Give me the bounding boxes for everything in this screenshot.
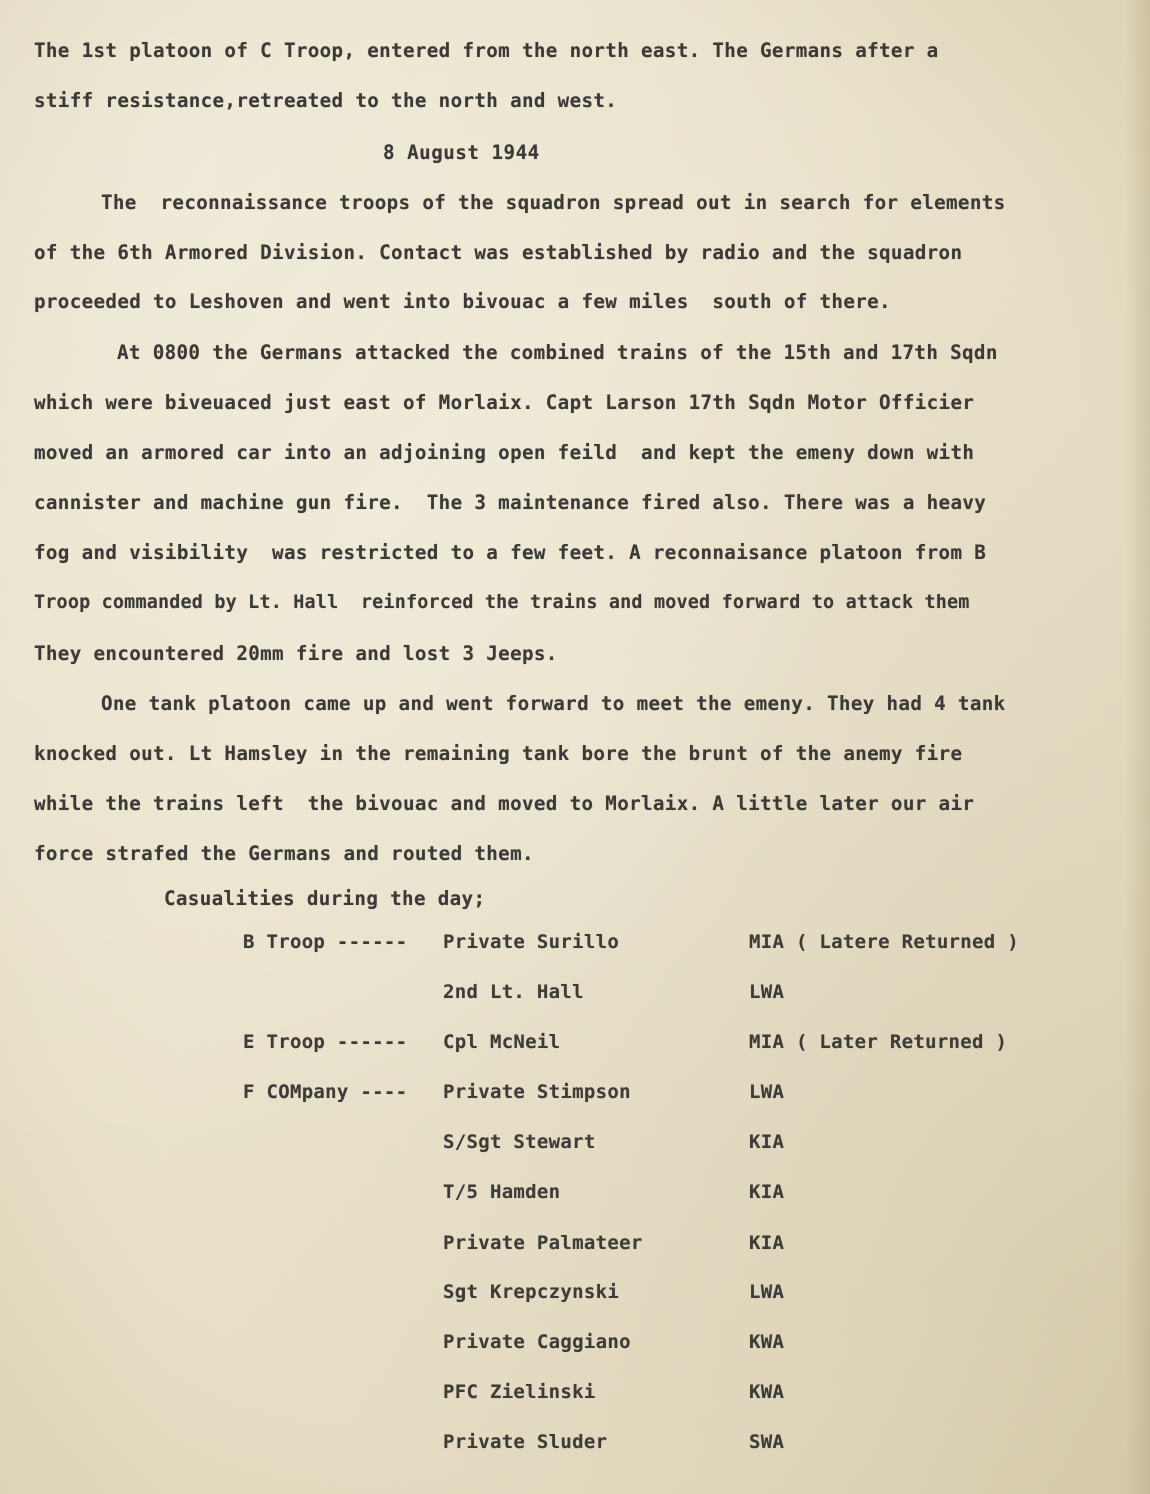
text-line: force strafed the Germans and routed them. bbox=[34, 842, 534, 865]
text-line: Troop commanded by Lt. Hall reinforced the trains and moved forward to attack them bbox=[34, 592, 970, 613]
casualty-status: KIA bbox=[749, 1131, 785, 1153]
soldier-name: Private Caggiano bbox=[443, 1331, 631, 1353]
casualty-status: KWA bbox=[749, 1331, 785, 1353]
soldier-name: T/5 Hamden bbox=[443, 1181, 561, 1203]
casualty-status: MIA ( Latere Returned ) bbox=[749, 931, 1019, 953]
casualty-status: KIA bbox=[749, 1232, 785, 1254]
casualty-status: KWA bbox=[749, 1381, 785, 1403]
soldier-name: Private Surillo bbox=[443, 931, 620, 953]
soldier-name: Cpl McNeil bbox=[443, 1031, 561, 1053]
casualty-status: MIA ( Later Returned ) bbox=[749, 1031, 1008, 1053]
text-line: The reconnaissance troops of the squadron spread out in search for elements bbox=[101, 191, 1006, 214]
casualty-status: KIA bbox=[749, 1181, 785, 1203]
casualties-heading: Casualities during the day; bbox=[164, 887, 486, 910]
text-line: fog and visibility was restricted to a few feet. A reconnaisance platoon from B bbox=[34, 541, 987, 564]
text-line: stiff resistance,retreated to the north and west. bbox=[34, 89, 618, 112]
text-line: which were biveuaced just east of Morlaix. Capt Larson 17th Sqdn Motor Officier bbox=[34, 391, 975, 414]
text-line: The 1st platoon of C Troop, entered from the north east. The Germans after a bbox=[34, 39, 939, 62]
casualty-status: LWA bbox=[749, 1281, 785, 1303]
text-line: One tank platoon came up and went forward to meet the emeny. They had 4 tank bbox=[101, 692, 1006, 715]
text-line: At 0800 the Germans attacked the combined trains of the 15th and 17th Sqdn bbox=[117, 341, 998, 364]
soldier-name: Private Sluder bbox=[443, 1431, 608, 1453]
text-line: knocked out. Lt Hamsley in the remaining tank bore the brunt of the anemy fire bbox=[34, 742, 963, 765]
soldier-name: Private Stimpson bbox=[443, 1081, 631, 1103]
unit-label: B Troop ------ bbox=[243, 931, 408, 953]
unit-label: F COMpany ---- bbox=[243, 1081, 408, 1103]
text-line: of the 6th Armored Division. Contact was established by radio and the squadron bbox=[34, 241, 963, 264]
text-line: moved an armored car into an adjoining open feild and kept the emeny down with bbox=[34, 441, 975, 464]
text-line: They encountered 20mm fire and lost 3 Jeeps. bbox=[34, 642, 558, 665]
casualty-status: LWA bbox=[749, 1081, 785, 1103]
soldier-name: Private Palmateer bbox=[443, 1232, 643, 1254]
soldier-name: 2nd Lt. Hall bbox=[443, 981, 584, 1003]
text-line: proceeded to Leshoven and went into bivouac a few miles south of there. bbox=[34, 290, 891, 313]
soldier-name: Sgt Krepczynski bbox=[443, 1281, 620, 1303]
soldier-name: PFC Zielinski bbox=[443, 1381, 596, 1403]
text-line: while the trains left the bivouac and moved to Morlaix. A little later our air bbox=[34, 792, 975, 815]
date-heading: 8 August 1944 bbox=[383, 141, 540, 164]
text-line: cannister and machine gun fire. The 3 maintenance fired also. There was a heavy bbox=[34, 491, 987, 514]
casualty-status: SWA bbox=[749, 1431, 785, 1453]
casualty-status: LWA bbox=[749, 981, 785, 1003]
unit-label: E Troop ------ bbox=[243, 1031, 408, 1053]
soldier-name: S/Sgt Stewart bbox=[443, 1131, 596, 1153]
